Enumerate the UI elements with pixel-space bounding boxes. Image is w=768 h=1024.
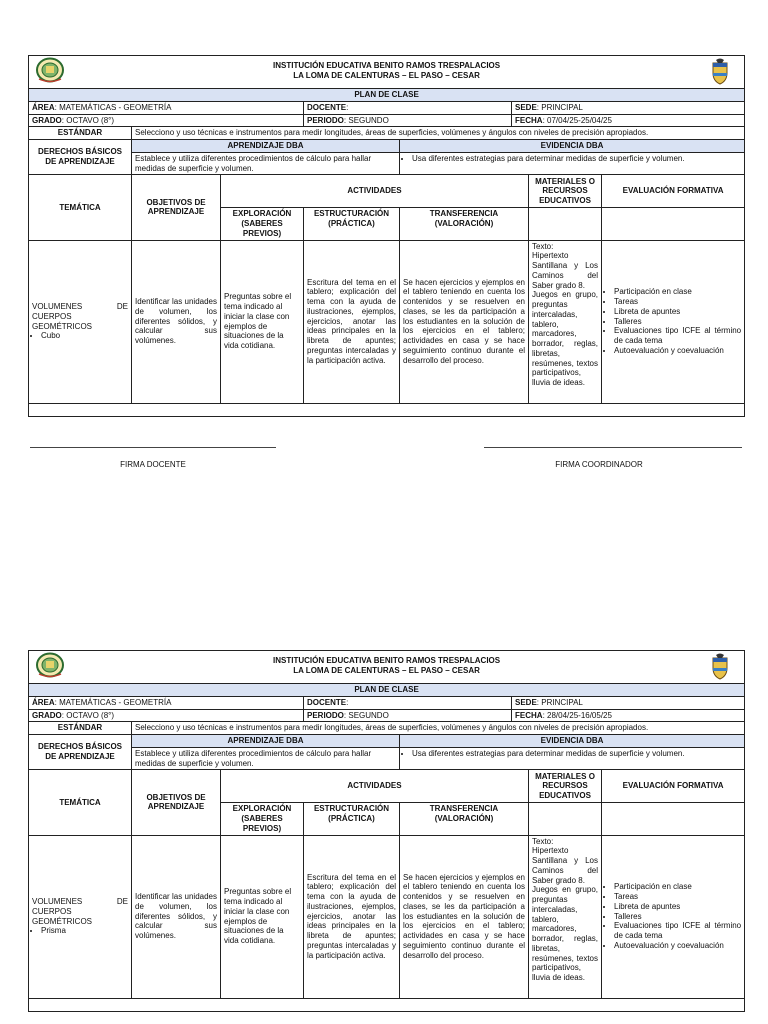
evidencia-text: • Usa diferentes estrategias para determinar medidas de superficie y volumen. — [412, 749, 741, 759]
plan-de-clase-1 — [28, 55, 744, 417]
periodo-value: : SEGUNDO — [343, 710, 389, 720]
estructuracion-heading: ESTRUCTURACIÓN (PRÁCTICA) — [304, 803, 400, 835]
fecha-field — [512, 114, 745, 127]
materiales-line2: Hipertexto Santillana y Los Caminos del Saber grado 8. — [532, 846, 598, 885]
tematica-cell — [29, 240, 132, 403]
estandar-text: Selecciono y uso técnicas e instrumentos para medir longitudes, áreas de superficies, volúmenes y ángulos con niveles de precisión apropiados. — [132, 722, 745, 735]
school-crest-icon — [35, 57, 65, 83]
evaluacion-item: • Participación en clase — [614, 882, 741, 892]
dba-text: Establece y utiliza diferentes procedimientos de cálculo para hallar medidas de superficie y volumen. — [132, 747, 400, 770]
objetivos-heading: OBJETIVOS DE APRENDIZAJE — [132, 175, 221, 240]
plan-table — [28, 55, 745, 417]
docente-label: DOCENTE — [307, 102, 347, 112]
materiales-empty — [529, 803, 602, 835]
institution-header — [29, 651, 745, 684]
institution-location: LA LOMA DE CALENTURAS – EL PASO – CESAR — [293, 665, 480, 675]
estructuracion-heading: ESTRUCTURACIÓN (PRÁCTICA) — [304, 208, 400, 240]
materiales-heading: MATERIALES O RECURSOS EDUCATIVOS — [529, 770, 602, 803]
periodo-label: PERIODO — [307, 710, 344, 720]
evaluacion-item: • Evaluaciones tipo ICFE al término de cada tema — [614, 326, 741, 346]
exploracion-heading: EXPLORACIÓN (SABERES PREVIOS) — [221, 803, 304, 835]
sede-value: : PRINCIPAL — [536, 697, 583, 707]
objetivos-heading: OBJETIVOS DE APRENDIZAJE — [132, 770, 221, 835]
periodo-field — [304, 709, 512, 722]
materiales-line3: Juegos en grupo, preguntas intercaladas, tablero, marcadores, borrador, reglas, libretas, resúmenes, textos participativos, lluvia de ideas. — [532, 290, 598, 387]
evaluacion-item: • Evaluaciones tipo ICFE al término de cada tema — [614, 921, 741, 941]
periodo-label: PERIODO — [307, 115, 344, 125]
evaluacion-item: • Libreta de apuntes — [614, 307, 741, 317]
exploracion-text: Preguntas sobre el tema indicado al iniciar la clase con ejemplos de situaciones de la vida cotidiana. — [221, 835, 304, 998]
plan-de-clase-2 — [28, 650, 744, 1012]
tematica-item: • Cubo — [41, 331, 128, 341]
signature-line-coordinador — [484, 447, 742, 448]
evaluacion-item: • Tareas — [614, 892, 741, 902]
aprendizaje-dba-heading: APRENDIZAJE DBA — [132, 735, 400, 748]
grado-label: GRADO — [32, 115, 62, 125]
estandar-text: Selecciono y uso técnicas e instrumentos para medir longitudes, áreas de superficies, volúmenes y ángulos con niveles de precisión apropiados. — [132, 127, 745, 140]
grado-value: : OCTAVO (8°) — [61, 115, 115, 125]
evaluacion-empty — [602, 803, 745, 835]
evidencia-dba-heading: EVIDENCIA DBA — [400, 735, 745, 748]
grado-field — [29, 709, 304, 722]
periodo-field — [304, 114, 512, 127]
evaluacion-item: • Autoevaluación y coevaluación — [614, 346, 741, 356]
fecha-field — [512, 709, 745, 722]
materiales-heading: MATERIALES O RECURSOS EDUCATIVOS — [529, 175, 602, 208]
area-value: : MATEMÁTICAS - GEOMETRÍA — [54, 697, 172, 707]
school-crest-icon — [35, 652, 65, 678]
area-label: ÁREA — [32, 697, 55, 707]
institution-name: INSTITUCIÓN EDUCATIVA BENITO RAMOS TRESPALACIOS — [273, 656, 501, 665]
plan-table — [28, 650, 745, 1012]
estructuracion-text: Escritura del tema en el tablero; explicación del tema con la ayuda de ilustraciones, ejemplos, ejercicios, anotar las ideas principales en la libreta de apuntes; preguntas intercaladas y la participación activa. — [304, 240, 400, 403]
tematica-text: VOLUMENES DE CUERPOS GEOMÉTRICOS — [32, 302, 128, 331]
evaluacion-empty — [602, 208, 745, 240]
materiales-cell — [529, 240, 602, 403]
evaluacion-item: • Libreta de apuntes — [614, 902, 741, 912]
evaluacion-cell — [602, 835, 745, 998]
area-value: : MATEMÁTICAS - GEOMETRÍA — [54, 102, 172, 112]
tematica-heading: TEMÁTICA — [29, 175, 132, 240]
transferencia-text: Se hacen ejercicios y ejemplos en el tablero teniendo en cuenta los contenidos y se resuelven en clases, se les da participación a los estudiantes en la solución de los ejercicios en el tablero; actividades en casa y se hace seguimiento continuo durante el desarrollo del proceso. — [400, 835, 529, 998]
plan-title: PLAN DE CLASE — [29, 684, 745, 697]
coat-of-arms-icon — [708, 57, 732, 85]
sede-value: : PRINCIPAL — [536, 102, 583, 112]
materiales-line1: Texto: — [532, 836, 554, 846]
evidencia-cell — [400, 152, 745, 175]
firma-coordinador: FIRMA COORDINADOR — [555, 460, 643, 469]
fecha-label: FECHA — [515, 115, 543, 125]
institution-header — [29, 56, 745, 89]
evaluacion-item: • Talleres — [614, 912, 741, 922]
dba-label: DERECHOS BÁSICOS DE APRENDIZAJE — [29, 140, 132, 175]
fecha-value: : 07/04/25-25/04/25 — [542, 115, 612, 125]
area-field — [29, 101, 304, 114]
objetivo-text: Identificar las unidades de volumen, los diferentes sólidos, y calcular sus volúmenes. — [132, 835, 221, 998]
actividades-heading: ACTIVIDADES — [221, 770, 529, 803]
plan-title: PLAN DE CLASE — [29, 89, 745, 102]
docente-value: : — [346, 697, 349, 707]
materiales-line3: Juegos en grupo, preguntas intercaladas, tablero, marcadores, borrador, reglas, libretas, resúmenes, textos participativos, lluvia de ideas. — [532, 885, 598, 982]
estructuracion-text: Escritura del tema en el tablero; explicación del tema con la ayuda de ilustraciones, ejemplos, ejercicios, anotar las ideas principales en la libreta de apuntes; preguntas intercaladas y la participación activa. — [304, 835, 400, 998]
tematica-heading: TEMÁTICA — [29, 770, 132, 835]
blank-row — [29, 998, 745, 1011]
aprendizaje-dba-heading: APRENDIZAJE DBA — [132, 140, 400, 153]
evaluacion-item: • Talleres — [614, 317, 741, 327]
evaluacion-cell — [602, 240, 745, 403]
area-label: ÁREA — [32, 102, 55, 112]
evidencia-dba-heading: EVIDENCIA DBA — [400, 140, 745, 153]
institution-name: INSTITUCIÓN EDUCATIVA BENITO RAMOS TRESPALACIOS — [273, 61, 501, 70]
grado-value: : OCTAVO (8°) — [61, 710, 115, 720]
sede-field — [512, 101, 745, 114]
docente-label: DOCENTE — [307, 697, 347, 707]
docente-field — [304, 696, 512, 709]
institution-location: LA LOMA DE CALENTURAS – EL PASO – CESAR — [293, 70, 480, 80]
evaluacion-item: • Autoevaluación y coevaluación — [614, 941, 741, 951]
tematica-item: • Prisma — [41, 926, 128, 936]
transferencia-text: Se hacen ejercicios y ejemplos en el tablero teniendo en cuenta los contenidos y se resuelven en clases, se les da participación a los estudiantes en la solución de los ejercicios en el tablero; actividades en casa y se hace seguimiento continuo durante el desarrollo del proceso. — [400, 240, 529, 403]
materiales-line2: Hipertexto Santillana y Los Caminos del Saber grado 8. — [532, 251, 598, 290]
evidencia-cell — [400, 747, 745, 770]
materiales-cell — [529, 835, 602, 998]
dba-label: DERECHOS BÁSICOS DE APRENDIZAJE — [29, 735, 132, 770]
estandar-label: ESTÁNDAR — [29, 722, 132, 735]
evaluacion-heading: EVALUACIÓN FORMATIVA — [602, 770, 745, 803]
actividades-heading: ACTIVIDADES — [221, 175, 529, 208]
transferencia-heading: TRANSFERENCIA (VALORACIÓN) — [400, 803, 529, 835]
dba-text: Establece y utiliza diferentes procedimientos de cálculo para hallar medidas de superficie y volumen. — [132, 152, 400, 175]
sede-label: SEDE — [515, 102, 537, 112]
signature-line-docente — [30, 447, 276, 448]
evidencia-text: • Usa diferentes estrategias para determinar medidas de superficie y volumen. — [412, 154, 741, 164]
fecha-label: FECHA — [515, 710, 543, 720]
grado-field — [29, 114, 304, 127]
transferencia-heading: TRANSFERENCIA (VALORACIÓN) — [400, 208, 529, 240]
evaluacion-heading: EVALUACIÓN FORMATIVA — [602, 175, 745, 208]
periodo-value: : SEGUNDO — [343, 115, 389, 125]
coat-of-arms-icon — [708, 652, 732, 680]
evaluacion-item: • Participación en clase — [614, 287, 741, 297]
fecha-value: : 28/04/25-16/05/25 — [542, 710, 612, 720]
area-field — [29, 696, 304, 709]
exploracion-text: Preguntas sobre el tema indicado al iniciar la clase con ejemplos de situaciones de la vida cotidiana. — [221, 240, 304, 403]
materiales-empty — [529, 208, 602, 240]
materiales-line1: Texto: — [532, 241, 554, 251]
estandar-label: ESTÁNDAR — [29, 127, 132, 140]
evaluacion-item: • Tareas — [614, 297, 741, 307]
tematica-text: VOLUMENES DE CUERPOS GEOMÉTRICOS — [32, 897, 128, 926]
blank-row — [29, 403, 745, 416]
exploracion-heading: EXPLORACIÓN (SABERES PREVIOS) — [221, 208, 304, 240]
sede-label: SEDE — [515, 697, 537, 707]
docente-value: : — [346, 102, 349, 112]
firma-docente: FIRMA DOCENTE — [120, 460, 186, 469]
sede-field — [512, 696, 745, 709]
docente-field — [304, 101, 512, 114]
objetivo-text: Identificar las unidades de volumen, los diferentes sólidos, y calcular sus volúmenes. — [132, 240, 221, 403]
grado-label: GRADO — [32, 710, 62, 720]
tematica-cell — [29, 835, 132, 998]
